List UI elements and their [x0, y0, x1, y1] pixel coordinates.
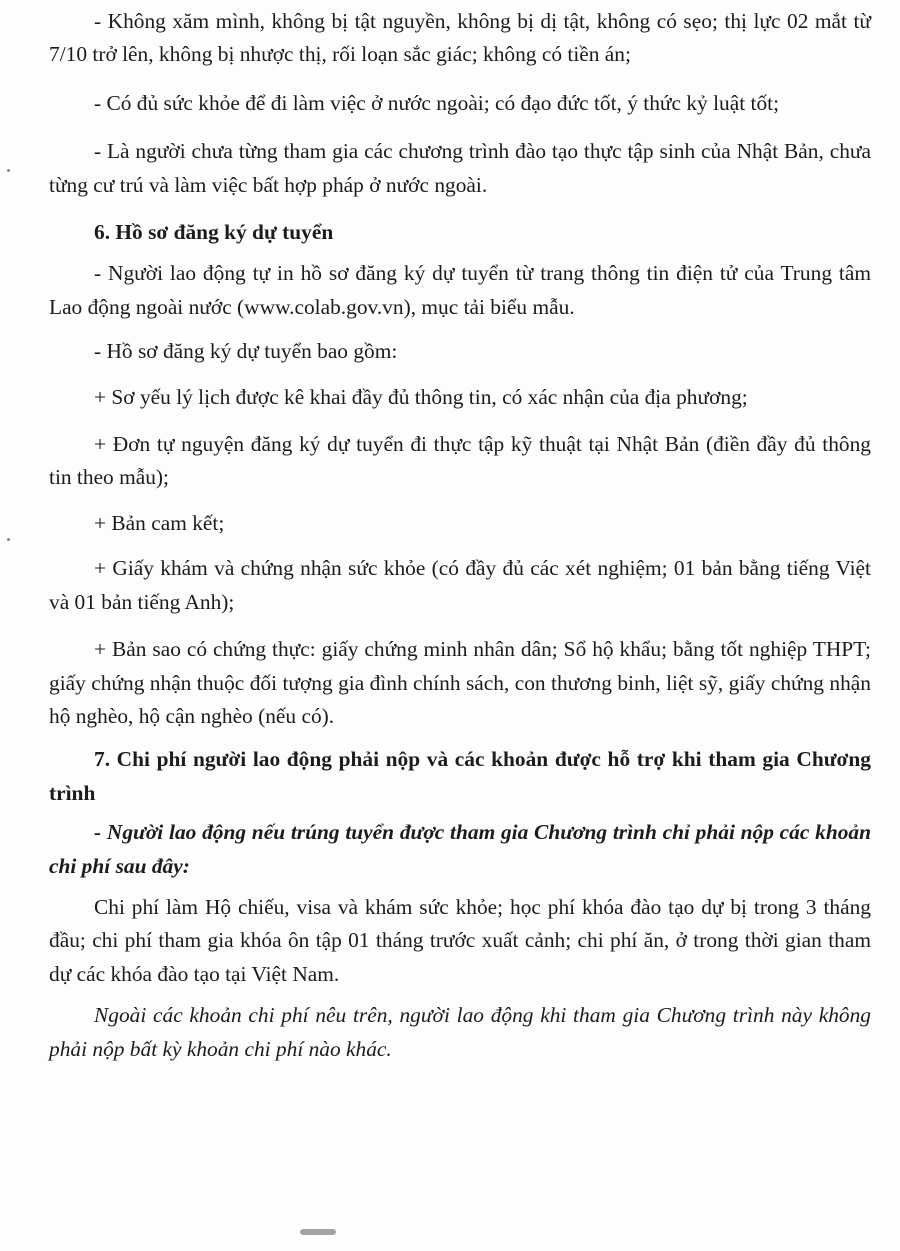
scan-edge-mark — [7, 169, 10, 172]
application-item-certified-copies: + Bản sao có chứng thực: giấy chứng minh nhân dân; Sổ hộ khẩu; bằng tốt nghiệp THPT; giấy chứng nhận thuộc đối tượng gia đình chính sách, con thương binh, liệt sỹ, giấy chứng nhận hộ nghèo, hộ cận nghèo (nếu có). — [49, 637, 871, 728]
section-heading-7: 7. Chi phí người lao động phải nộp và các khoản được hỗ trợ khi tham gia Chương trình — [49, 747, 871, 805]
scan-ink-smudge — [300, 1229, 336, 1235]
application-contents-intro: - Hồ sơ đăng ký dự tuyển bao gồm: — [94, 339, 398, 364]
application-print-instruction: - Người lao động tự in hồ sơ đăng ký dự tuyển từ trang thông tin điện tử của Trung tâm Lao động ngoài nước (www.colab.gov.vn), mục tải biểu mẫu. — [49, 261, 871, 319]
fees-intro: - Người lao động nếu trúng tuyển được tham gia Chương trình chỉ phải nộp các khoản chi phí sau đây: — [49, 820, 871, 878]
fees-list: Chi phí làm Hộ chiếu, visa và khám sức khỏe; học phí khóa đào tạo dự bị trong 3 tháng đầu; chi phí tham gia khóa ôn tập 01 tháng trước xuất cảnh; chi phí ăn, ở trong thời gian tham dự các khóa đào tạo tại Việt Nam. — [49, 894, 871, 986]
application-item-commitment: + Bản cam kết; — [94, 510, 225, 535]
document-body — [49, 0, 871, 1066]
scan-edge-mark — [7, 538, 10, 541]
application-item-voluntary-form: + Đơn tự nguyện đăng ký dự tuyển đi thực tập kỹ thuật tại Nhật Bản (điền đầy đủ thông tin theo mẫu); — [49, 432, 871, 490]
requirement-health: - Có đủ sức khỏe để đi làm việc ở nước ngoài; có đạo đức tốt, ý thức kỷ luật tốt; — [94, 90, 780, 115]
no-other-fees-note: Ngoài các khoản chi phí nêu trên, người lao động khi tham gia Chương trình này không phải nộp bất kỳ khoản chi phí nào khác. — [49, 1003, 871, 1061]
section-heading-6: 6. Hồ sơ đăng ký dự tuyển — [94, 220, 334, 245]
requirement-no-tattoo: - Không xăm mình, không bị tật nguyền, không bị dị tật, không có sẹo; thị lực 02 mắt từ 7/10 trở lên, không bị nhược thị, rối loạn sắc giác; không có tiền án; — [49, 9, 871, 67]
application-item-health-certificate: + Giấy khám và chứng nhận sức khỏe (có đầy đủ các xét nghiệm; 01 bản bằng tiếng Việt và 01 bản tiếng Anh); — [49, 556, 871, 614]
application-item-cv: + Sơ yếu lý lịch được kê khai đầy đủ thông tin, có xác nhận của địa phương; — [94, 384, 748, 409]
requirement-no-prior-program: - Là người chưa từng tham gia các chương trình đào tạo thực tập sinh của Nhật Bản, chưa từng cư trú và làm việc bất hợp pháp ở nước ngoài. — [49, 139, 871, 197]
